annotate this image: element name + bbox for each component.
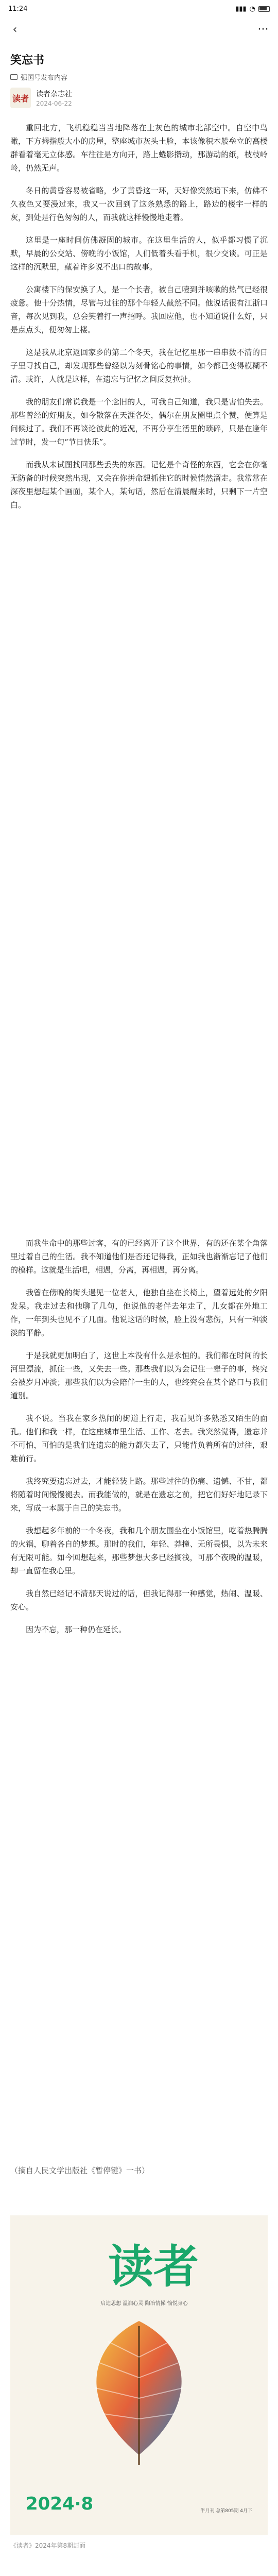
folder-icon — [10, 74, 18, 80]
breadcrumb[interactable] — [10, 72, 67, 82]
signal-icon: ▮▮▮ — [235, 5, 247, 13]
magazine-cover[interactable] — [10, 2215, 268, 2535]
status-bar — [0, 0, 278, 18]
paragraph: 我自然已经记不清那天说过的话，但我记得那一种感觉，热闹、温暖、安心。 — [10, 1589, 268, 1612]
paragraph: 于是我就更加明白了，这世上本没有什么是永恒的。我们都在时间的长河里漂流，抓住一些，又失去一些。那些我们以为会记住一辈子的事，终究会被岁月冲淡；那些我们以为会陪伴一生的人，也终究会在某个路口与我们道别。 — [10, 1351, 268, 1400]
source-name: 读者杂志社 — [36, 90, 72, 98]
cover-logo: 读者 — [108, 2240, 199, 2293]
back-icon[interactable]: ‹ — [12, 23, 18, 36]
paragraph: 我不说。当我在家乡热闹的街道上行走，我看见许多熟悉又陌生的面孔。他们和我一样，在这座城市里生活、工作、老去。我突然觉得，遗忘并不可怕，可怕的是我们连遗忘的能力都失去了，只能背负着所有的过往，艰难前行。 — [10, 1414, 268, 1463]
article-title: 笑忘书 — [10, 54, 45, 67]
paragraph: 冬日的黄昏容易被省略，少了黄昏这一环，天好像突然暗下来，仿佛不久夜色又要漫过来，我又一次回到了这条熟悉的路上，路边的楼宇一样的灰，到处是行色匆匆的人，而我就这样慢慢地走着。 — [10, 186, 268, 222]
paragraph: 重回北方，飞机稳稳当当地降落在土灰色的城市北部空中。自空中鸟瞰，下方拇指般大小的房屋，整座城市灰头土脸，本该像积木般垒立的高楼群看着毫无立体感。车往往是方向开，路上蜷影攒动，那游动的纸，枝枝岭岭，仍然无声。 — [10, 123, 268, 173]
paragraph: 而我从未试图找回那些丢失的东西。记忆是个奇怪的东西，它会在你毫无防备的时候突然出现，又会在你拼命想抓住它的时候悄然溜走。我常常在深夜里想起某个画面，某个人，某句话，然后在清晨醒来时，只剩下一片空白。 — [10, 460, 268, 510]
source-logo: 读者 — [10, 88, 31, 108]
breadcrumb-label: 强国号发布内容 — [21, 74, 68, 82]
paragraph: 因为不忘，那一种仍在延长。 — [26, 1625, 127, 1634]
cover-figure — [10, 2215, 268, 2550]
battery-icon — [258, 6, 270, 12]
cover-caption: 《读者》2024年第8期封面 — [10, 2542, 86, 2549]
status-icons — [235, 5, 270, 13]
article-credit: （摘自人民文学出版社《暂停键》一书） — [10, 2166, 150, 2175]
status-time: 11:24 — [8, 5, 28, 13]
article-body-part-1 — [10, 121, 268, 521]
paragraph: 而我生命中的那些过客，有的已经离开了这个世界，有的还在某个角落里过着自己的生活。我不知道他们是否还记得我，正如我也渐渐忘记了他们的模样。这就是生活吧，相遇，分离，再相遇，再分离。 — [10, 1239, 268, 1275]
paragraph: 我想起多年前的一个冬夜，我和几个朋友围坐在小饭馆里，吃着热腾腾的火锅，聊着各自的梦想。那时的我们，年轻、莽撞、无所畏惧，以为未来有无限可能。如今回想起来，那些梦想大多已经搁浅，可那个夜晚的温暖，却一直留在我心里。 — [10, 1526, 268, 1575]
cover-meta: 半月刊 总第805期 4月下 — [200, 2509, 252, 2514]
top-nav — [0, 18, 278, 41]
source-date: 2024-06-22 — [36, 100, 72, 107]
paragraph: 我终究要遗忘过去，才能轻装上路。那些过往的伤痛、遗憾、不甘，都将随着时间慢慢褪去。而我能做的，就是在遗忘之前，把它们好好地记录下来，写成一本属于自己的笑忘书。 — [10, 1477, 268, 1513]
wifi-icon: ◔ — [249, 5, 255, 13]
cover-issue: 2024·8 — [26, 2494, 94, 2514]
paragraph: 我的朋友们常说我是一个念旧的人，可我自己知道，我只是害怕失去。那些曾经的好朋友，如今散落在天涯各处，偶尔在朋友圈里点个赞，便算是问候过了。我们不再谈论彼此的近况，不再分享生活里的琐碎，只是在逢年过节时，发一句“节日快乐”。 — [10, 397, 268, 447]
cover-subtitle: 启迪思想 温润心灵 陶冶情操 愉悦身心 — [100, 2301, 188, 2307]
source-row[interactable] — [10, 88, 72, 108]
paragraph: 这是我从北京返回家乡的第二个冬天，我在记忆里那一串串数不清的日子里寻找自己，却发现那些曾经以为刻骨铭心的事情，如今都已变得模糊不清。或许，人就是这样，在遗忘与记忆之间反复拉扯。 — [10, 348, 268, 384]
article-body-part-2 — [10, 1236, 268, 1646]
more-icon[interactable]: ··· — [257, 23, 269, 36]
paragraph: 我曾在傍晚的街头遇见一位老人，他独自坐在长椅上，望着远处的夕阳发呆。我走过去和他聊了几句，他说他的老伴去年走了，儿女都在外地工作，一年到头也见不了几面。他说这话的时候，脸上没有悲伤，只有一种淡淡的平静。 — [10, 1288, 268, 1337]
paragraph: 这里是一座时间仿佛凝固的城市。在这里生活的人，似乎都习惯了沉默，早晨的公交站、傍晚的小饭馆，人们低着头看手机，很少交谈。可正是这样的沉默里，藏着许多说不出口的故事。 — [10, 235, 268, 272]
paragraph: 公寓楼下的保安换了人，是一个长者，被自己噎到并咳嗽的热气已经很疲惫。他十分热情，尽管与过往的那个年轻人截然不同。他说话很有江浙口音，每次见到我，总会笑着打一声招呼。我回应他，也不知道说什么好，只是点点头，便匆匆上楼。 — [10, 285, 268, 334]
cover-footer — [26, 2494, 252, 2514]
leaf-illustration — [72, 2316, 206, 2470]
